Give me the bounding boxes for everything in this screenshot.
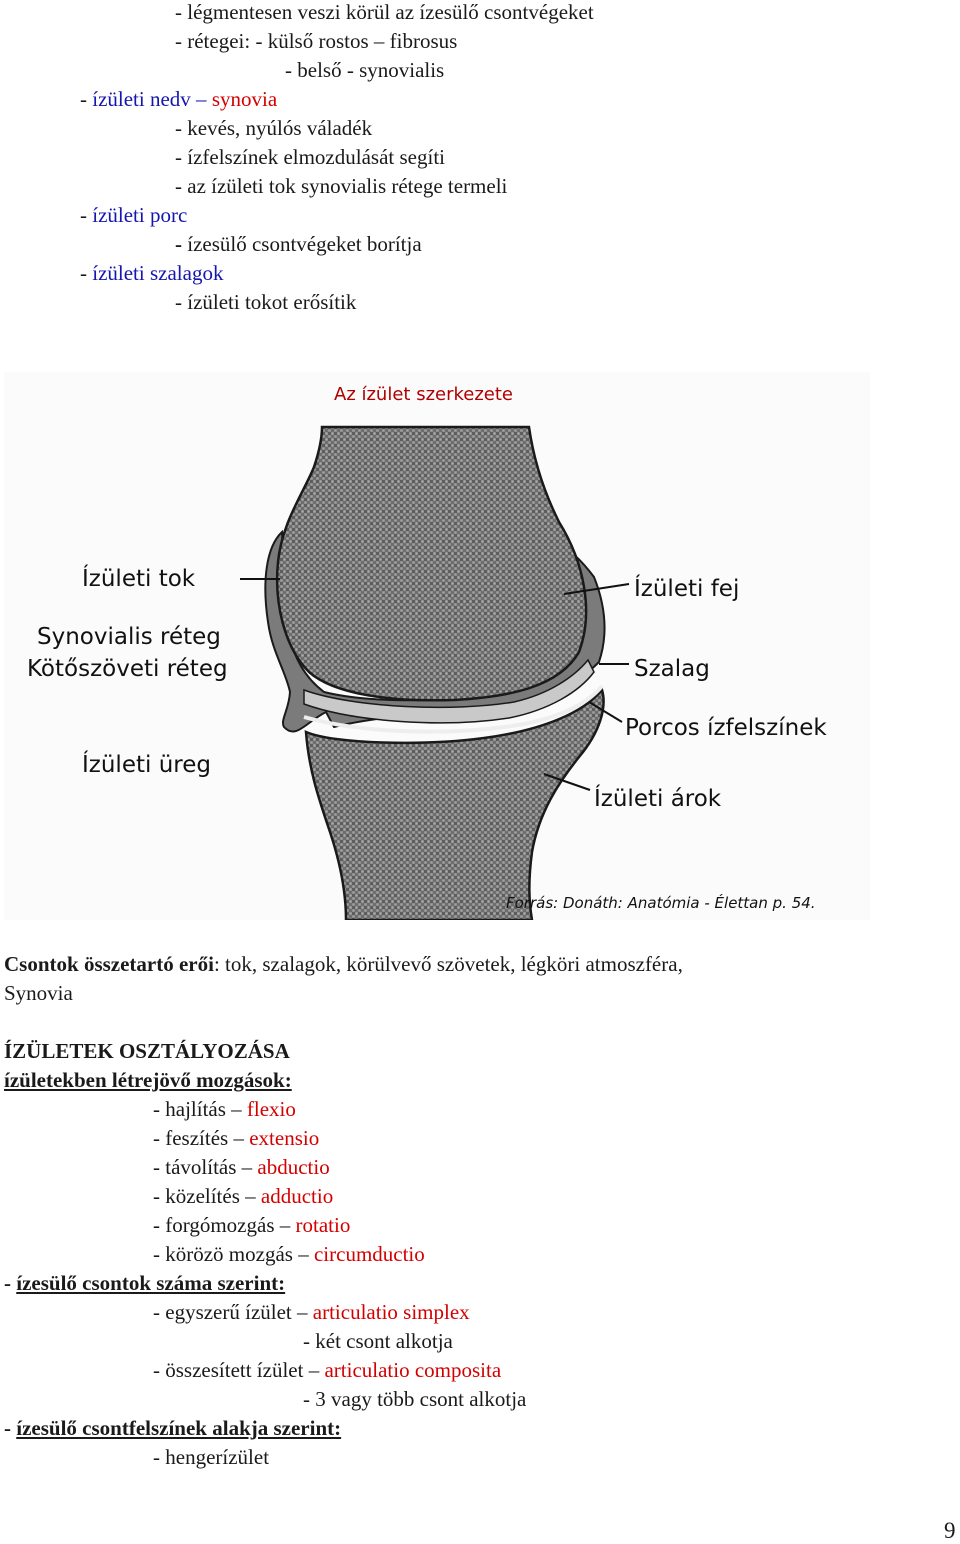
label-szalag: Szalag	[634, 656, 710, 682]
simple-joint-latin: articulatio simplex	[312, 1300, 470, 1324]
movement-hu: - körözö mozgás –	[153, 1242, 314, 1266]
movement-item	[153, 1097, 296, 1121]
movement-hu: - távolítás –	[153, 1155, 258, 1179]
simple-joint-hu: - egyszerű ízület –	[153, 1300, 313, 1324]
label-izuleti-ureg: Ízületi üreg	[82, 752, 211, 778]
label-izuleti-arok: Ízületi árok	[594, 786, 722, 812]
label-izuleti-fej: Ízületi fej	[634, 576, 740, 602]
movement-item	[153, 1126, 319, 1150]
movement-hu: - forgómozgás –	[153, 1213, 296, 1237]
capsule-inner-layer-line: - belső - synovialis	[285, 58, 445, 82]
movement-latin: circumductio	[313, 1242, 425, 1266]
movement-item	[153, 1184, 333, 1208]
page-number: 9	[944, 1518, 956, 1543]
shape-item: - hengerízület	[153, 1445, 270, 1469]
label-izuleti-tok: Ízületi tok	[82, 566, 196, 592]
classification-heading: ÍZÜLETEK OSZTÁLYOZÁSA	[4, 1039, 290, 1063]
synovia-line-3: - az ízületi tok synovialis rétege termeli	[175, 174, 508, 198]
forces-line	[4, 952, 683, 976]
ligaments-line: - ízületi tokot erősítik	[175, 290, 357, 314]
capsule-layers-line: - rétegei: - külső rostos – fibrosus	[175, 29, 458, 53]
synovia-heading	[80, 87, 277, 111]
synovia-latin: synovia	[211, 87, 278, 111]
label-synovialis-reteg: Synovialis réteg	[37, 624, 221, 650]
cartilage-heading	[80, 203, 187, 227]
bones-heading-line	[4, 1271, 285, 1295]
movements-heading: ízületekben létrejövő mozgások:	[4, 1068, 292, 1092]
cartilage-term: ízületi porc	[92, 203, 188, 227]
movement-item	[153, 1155, 330, 1179]
movement-latin: rotatio	[295, 1213, 351, 1237]
cartilage-line	[175, 232, 422, 256]
simple-joint-line	[153, 1300, 470, 1324]
joint-structure-figure	[4, 372, 870, 920]
forces-bold: Csontok összetartó erői	[4, 952, 214, 976]
composite-joint-hu: - összesített ízület –	[153, 1358, 325, 1382]
label-kotoszoveti-reteg: Kötőszöveti réteg	[27, 656, 228, 682]
movement-latin: abductio	[257, 1155, 330, 1179]
bones-heading: ízesülő csontok száma szerint:	[16, 1271, 286, 1295]
ligaments-heading	[80, 261, 223, 285]
label-porcos-izfelszinek: Porcos ízfelszínek	[625, 715, 827, 741]
composite-joint-latin: articulatio composita	[324, 1358, 502, 1382]
figure-title: Az ízület szerkezete	[334, 384, 514, 405]
forces-continuation: Synovia	[4, 981, 73, 1005]
synovia-dash: -	[80, 87, 93, 111]
movement-latin: flexio	[246, 1097, 296, 1121]
joint-structure-diagram	[4, 372, 870, 920]
bones-dash: -	[4, 1271, 17, 1295]
simple-joint-note: - két csont alkotja	[303, 1329, 453, 1353]
movement-item	[153, 1213, 350, 1237]
forces-rest: : tok, szalagok, körülvevő szövetek, légköri atmoszféra,	[213, 952, 683, 976]
shape-heading: ízesülő csontfelszínek alakja szerint:	[16, 1416, 342, 1440]
ligaments-dash: -	[80, 261, 93, 285]
movement-hu: - hajlítás –	[153, 1097, 247, 1121]
synovia-term: ízületi nedv –	[92, 87, 212, 111]
movement-hu: - közelítés –	[153, 1184, 261, 1208]
shape-heading-line	[4, 1416, 341, 1440]
movement-item	[153, 1242, 425, 1266]
composite-joint-line	[153, 1358, 501, 1382]
capsule-line-1: - légmentesen veszi körül az ízesülő csontvégeket	[175, 0, 594, 24]
movement-hu: - feszítés –	[153, 1126, 250, 1150]
ligaments-term: ízületi szalagok	[92, 261, 224, 285]
cartilage-line-dash: -	[175, 232, 188, 256]
synovia-line-2: - ízfelszínek elmozdulását segíti	[175, 145, 445, 169]
shape-dash: -	[4, 1416, 17, 1440]
cartilage-line-text: ízesülő csontvégeket borítja	[187, 232, 422, 256]
figure-source: Forrás: Donáth: Anatómia - Élettan p. 54.	[506, 894, 816, 912]
cartilage-dash: -	[80, 203, 93, 227]
composite-joint-note: - 3 vagy több csont alkotja	[303, 1387, 527, 1411]
movement-latin: extensio	[249, 1126, 320, 1150]
movement-latin: adductio	[260, 1184, 334, 1208]
synovia-line-1: - kevés, nyúlós váladék	[175, 116, 373, 140]
